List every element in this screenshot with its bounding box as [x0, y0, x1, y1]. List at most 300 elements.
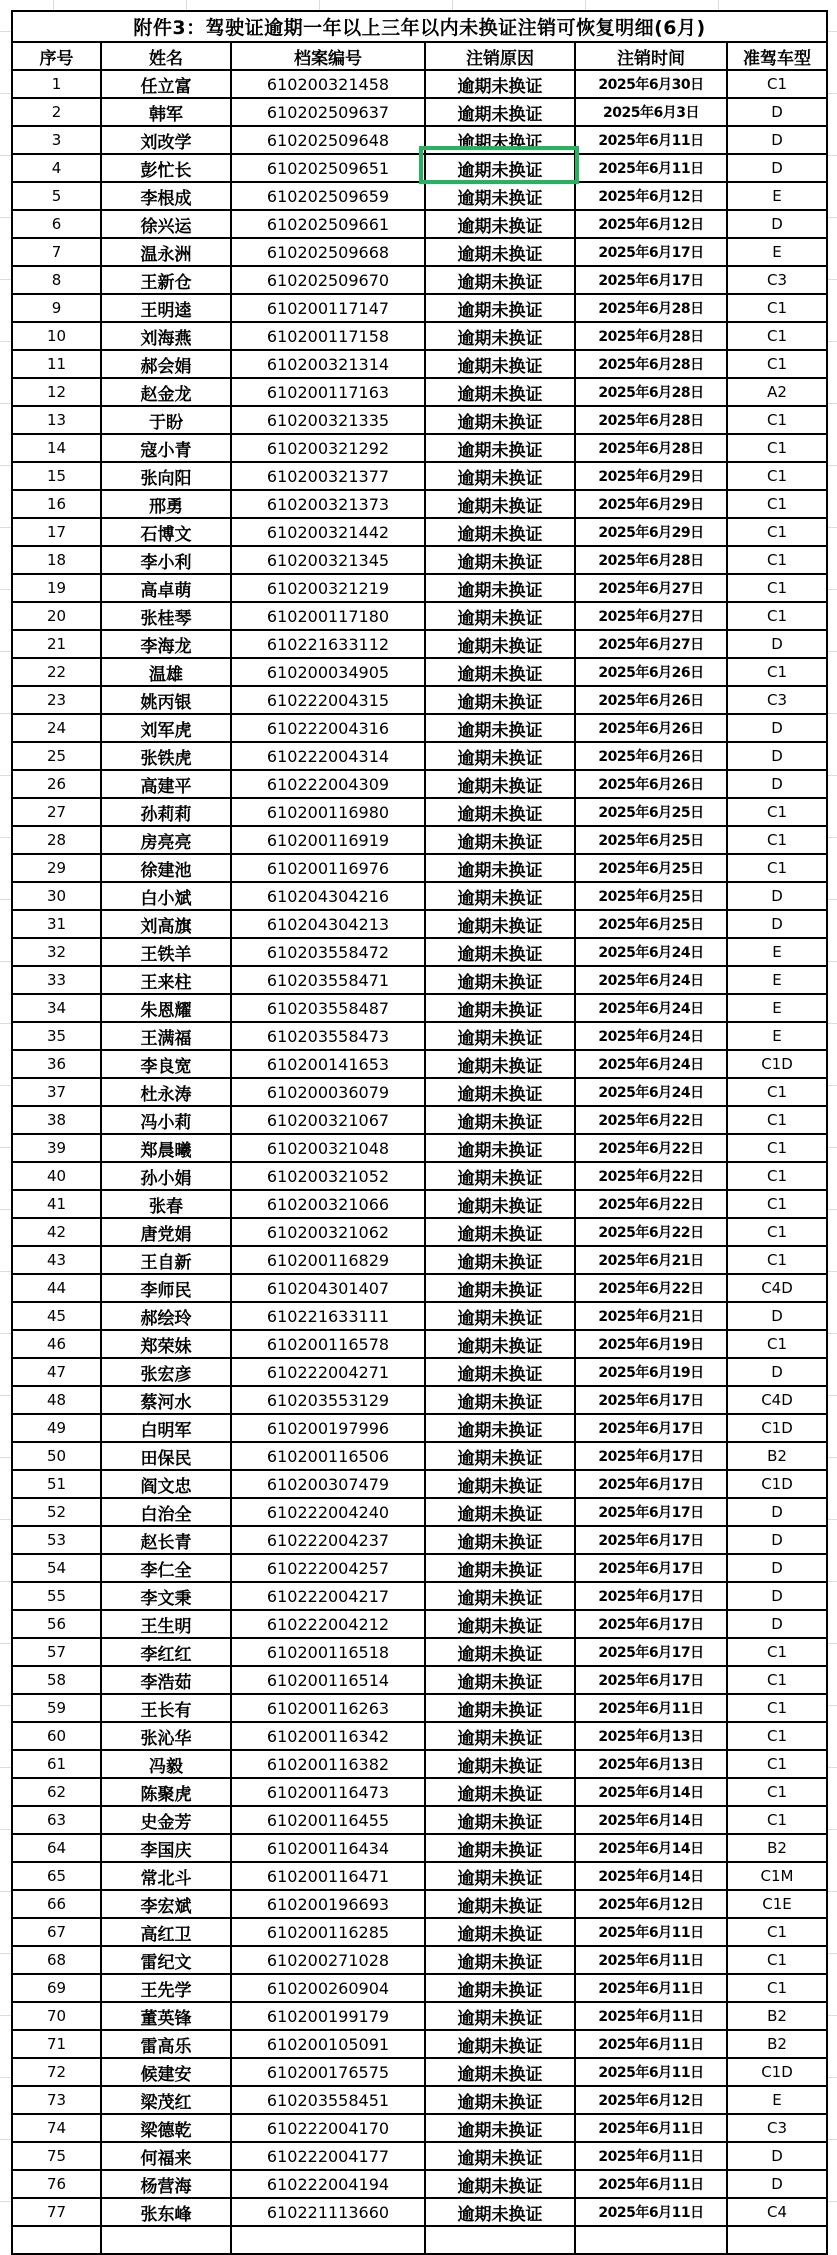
cell-no: 1	[12, 70, 101, 98]
table-row	[12, 1778, 827, 1806]
cell-reason: 逾期未换证	[425, 994, 575, 1022]
cell-no: 5	[12, 182, 101, 210]
cell-no: 56	[12, 1610, 101, 1638]
cell-no: 72	[12, 2058, 101, 2086]
cell-date: 2025年6月11日	[575, 2002, 727, 2030]
cell-type: C1	[727, 1694, 827, 1722]
cell-type: D	[727, 98, 827, 126]
cell-date: 2025年6月28日	[575, 294, 727, 322]
cell-date: 2025年6月29日	[575, 490, 727, 518]
table-row	[12, 1806, 827, 1834]
cell-reason: 逾期未换证	[425, 1974, 575, 2002]
cell-file-no: 610200141653	[231, 1050, 425, 1078]
table-row	[12, 1498, 827, 1526]
cell-date: 2025年6月25日	[575, 826, 727, 854]
table-row	[12, 798, 827, 826]
cell-type: C1	[727, 462, 827, 490]
cell-name: 任立富	[101, 70, 231, 98]
cell-reason: 逾期未换证	[425, 266, 575, 294]
cell-no: 8	[12, 266, 101, 294]
table-row	[12, 602, 827, 630]
cell-file-no: 610200116829	[231, 1246, 425, 1274]
cell-no: 43	[12, 1246, 101, 1274]
column-header-name: 姓名	[101, 42, 231, 70]
cell-no: 65	[12, 1862, 101, 1890]
table-row	[12, 1750, 827, 1778]
cell-date: 2025年6月13日	[575, 1750, 727, 1778]
cell-reason: 逾期未换证	[425, 518, 575, 546]
cell-name: 房亮亮	[101, 826, 231, 854]
cell-reason: 逾期未换证	[425, 1078, 575, 1106]
table-row	[12, 322, 827, 350]
cell-no: 46	[12, 1330, 101, 1358]
cell-type: C1	[727, 1722, 827, 1750]
cell-reason: 逾期未换证	[425, 1778, 575, 1806]
cell-date: 2025年6月3日	[575, 98, 727, 126]
table-row	[12, 126, 827, 154]
cell-date: 2025年6月25日	[575, 882, 727, 910]
cell-file-no: 610203558487	[231, 994, 425, 1022]
column-header-file-no: 档案编号	[231, 42, 425, 70]
cell-reason: 逾期未换证	[425, 1806, 575, 1834]
cell-type: C1	[727, 1330, 827, 1358]
cell-file-no: 610200117158	[231, 322, 425, 350]
cell-reason: 逾期未换证	[425, 630, 575, 658]
cell-type: D	[727, 882, 827, 910]
cell-file-no: 610203558473	[231, 1022, 425, 1050]
cell-no: 23	[12, 686, 101, 714]
cell-no: 35	[12, 1022, 101, 1050]
cell-no: 14	[12, 434, 101, 462]
cell-file-no: 610222004170	[231, 2114, 425, 2142]
cell-file-no: 610200307479	[231, 1470, 425, 1498]
cell-no: 58	[12, 1666, 101, 1694]
cell-empty	[575, 2226, 727, 2254]
cell-file-no: 610200321066	[231, 1190, 425, 1218]
cell-reason: 逾期未换证	[425, 1050, 575, 1078]
cell-reason: 逾期未换证	[425, 1470, 575, 1498]
cell-date: 2025年6月29日	[575, 462, 727, 490]
table-row	[12, 294, 827, 322]
cell-file-no: 610200199179	[231, 2002, 425, 2030]
cell-date: 2025年6月17日	[575, 1414, 727, 1442]
table-row	[12, 1834, 827, 1862]
cell-name: 李仁全	[101, 1554, 231, 1582]
table-row	[12, 1358, 827, 1386]
cell-date: 2025年6月11日	[575, 2114, 727, 2142]
cell-no: 29	[12, 854, 101, 882]
cell-no: 24	[12, 714, 101, 742]
cell-no: 62	[12, 1778, 101, 1806]
table-row	[12, 630, 827, 658]
cell-reason: 逾期未换证	[425, 1414, 575, 1442]
table-row	[12, 2142, 827, 2170]
cell-reason: 逾期未换证	[425, 938, 575, 966]
cell-reason: 逾期未换证	[425, 322, 575, 350]
cell-no: 52	[12, 1498, 101, 1526]
cell-type: B2	[727, 1442, 827, 1470]
table-row	[12, 574, 827, 602]
cell-no: 60	[12, 1722, 101, 1750]
table-row	[12, 2170, 827, 2198]
table-row	[12, 1386, 827, 1414]
cell-date: 2025年6月17日	[575, 1498, 727, 1526]
cell-reason: 逾期未换证	[425, 574, 575, 602]
cell-type: E	[727, 1022, 827, 1050]
table-row	[12, 1470, 827, 1498]
cell-name: 王铁羊	[101, 938, 231, 966]
cell-reason: 逾期未换证	[425, 1274, 575, 1302]
cell-type: C1	[727, 1218, 827, 1246]
cell-file-no: 610200117180	[231, 602, 425, 630]
cell-file-no: 610200321377	[231, 462, 425, 490]
cell-date: 2025年6月11日	[575, 2170, 727, 2198]
cell-name: 雷纪文	[101, 1946, 231, 1974]
table-row	[12, 1302, 827, 1330]
cell-name: 杜永涛	[101, 1078, 231, 1106]
cell-no: 3	[12, 126, 101, 154]
cell-no: 36	[12, 1050, 101, 1078]
cell-no: 17	[12, 518, 101, 546]
cell-no: 31	[12, 910, 101, 938]
table-row	[12, 966, 827, 994]
cell-file-no: 610200271028	[231, 1946, 425, 1974]
table-row	[12, 1078, 827, 1106]
cell-file-no: 610200116980	[231, 798, 425, 826]
cell-name: 杨营海	[101, 2170, 231, 2198]
cell-file-no: 610200116382	[231, 1750, 425, 1778]
table-row	[12, 518, 827, 546]
cell-date: 2025年6月30日	[575, 70, 727, 98]
table-row	[12, 1582, 827, 1610]
cell-file-no: 610200116514	[231, 1666, 425, 1694]
cell-reason: 逾期未换证	[425, 658, 575, 686]
cell-reason: 逾期未换证	[425, 238, 575, 266]
cell-date: 2025年6月11日	[575, 126, 727, 154]
table-row	[12, 434, 827, 462]
cell-file-no: 610200116285	[231, 1918, 425, 1946]
cell-type: C1	[727, 1750, 827, 1778]
cell-reason: 逾期未换证	[425, 770, 575, 798]
cell-reason: 逾期未换证	[425, 1302, 575, 1330]
table-row	[12, 1722, 827, 1750]
table-row	[12, 490, 827, 518]
cell-reason: 逾期未换证	[425, 1386, 575, 1414]
cell-date: 2025年6月11日	[575, 2198, 727, 2226]
cell-date: 2025年6月28日	[575, 434, 727, 462]
cell-type: C1	[727, 1778, 827, 1806]
column-header-no: 序号	[12, 42, 101, 70]
table-row	[12, 350, 827, 378]
cell-no: 28	[12, 826, 101, 854]
cell-reason: 逾期未换证	[425, 2030, 575, 2058]
cell-type: C1	[727, 826, 827, 854]
cell-type: C4D	[727, 1274, 827, 1302]
cell-date: 2025年6月17日	[575, 1610, 727, 1638]
cell-type: D	[727, 630, 827, 658]
cell-date: 2025年6月17日	[575, 1442, 727, 1470]
table-row	[12, 210, 827, 238]
cell-no: 48	[12, 1386, 101, 1414]
cell-type: C1M	[727, 1862, 827, 1890]
cell-name: 张宏彦	[101, 1358, 231, 1386]
cell-name: 韩军	[101, 98, 231, 126]
cell-name: 张桂琴	[101, 602, 231, 630]
column-header-date: 注销时间	[575, 42, 727, 70]
cell-file-no: 610200116263	[231, 1694, 425, 1722]
cell-name: 田保民	[101, 1442, 231, 1470]
table-row	[12, 1862, 827, 1890]
cell-type: D	[727, 770, 827, 798]
cell-no: 57	[12, 1638, 101, 1666]
cell-reason: 逾期未换证	[425, 1022, 575, 1050]
table-row-partial	[12, 2226, 827, 2254]
cell-no: 2	[12, 98, 101, 126]
cell-name: 高红卫	[101, 1918, 231, 1946]
table-row	[12, 98, 827, 126]
cell-no: 32	[12, 938, 101, 966]
cell-date: 2025年6月12日	[575, 182, 727, 210]
cell-file-no: 610204304213	[231, 910, 425, 938]
table-row	[12, 1050, 827, 1078]
cell-date: 2025年6月17日	[575, 266, 727, 294]
cell-type: E	[727, 966, 827, 994]
cell-file-no: 610200321067	[231, 1106, 425, 1134]
table-row	[12, 2114, 827, 2142]
cell-type: C1	[727, 1974, 827, 2002]
cell-file-no: 610222004212	[231, 1610, 425, 1638]
cell-reason: 逾期未换证	[425, 1918, 575, 1946]
table-row	[12, 1134, 827, 1162]
cell-type: E	[727, 994, 827, 1022]
cell-reason: 逾期未换证	[425, 98, 575, 126]
cell-name: 白治全	[101, 1498, 231, 1526]
cell-type: C3	[727, 686, 827, 714]
cell-name: 高卓萌	[101, 574, 231, 602]
cell-name: 徐建池	[101, 854, 231, 882]
cell-no: 9	[12, 294, 101, 322]
cell-reason: 逾期未换证	[425, 854, 575, 882]
cell-no: 74	[12, 2114, 101, 2142]
cell-date: 2025年6月22日	[575, 1134, 727, 1162]
cell-date: 2025年6月27日	[575, 602, 727, 630]
cell-reason: 逾期未换证	[425, 1218, 575, 1246]
cell-file-no: 610200116919	[231, 826, 425, 854]
cell-file-no: 610202509659	[231, 182, 425, 210]
cell-file-no: 610200116506	[231, 1442, 425, 1470]
cell-date: 2025年6月12日	[575, 210, 727, 238]
cell-reason: 逾期未换证	[425, 882, 575, 910]
cell-type: D	[727, 154, 827, 182]
table-row	[12, 1022, 827, 1050]
table-row	[12, 1218, 827, 1246]
table-title-row	[12, 11, 827, 42]
cell-type: C1D	[727, 1050, 827, 1078]
cell-type: C1D	[727, 1414, 827, 1442]
cell-no: 50	[12, 1442, 101, 1470]
cell-file-no: 610200036079	[231, 1078, 425, 1106]
cell-type: C1	[727, 490, 827, 518]
cell-name: 温雄	[101, 658, 231, 686]
cell-name: 王生明	[101, 1610, 231, 1638]
cell-name: 张春	[101, 1190, 231, 1218]
cell-reason: 逾期未换证	[425, 1442, 575, 1470]
cell-no: 76	[12, 2170, 101, 2198]
cell-file-no: 610200321048	[231, 1134, 425, 1162]
cell-date: 2025年6月17日	[575, 1386, 727, 1414]
cell-no: 30	[12, 882, 101, 910]
cell-date: 2025年6月28日	[575, 322, 727, 350]
cell-name: 王自新	[101, 1246, 231, 1274]
cell-date: 2025年6月12日	[575, 2086, 727, 2114]
cell-file-no: 610200321062	[231, 1218, 425, 1246]
cell-name: 常北斗	[101, 1862, 231, 1890]
cell-file-no: 610222004314	[231, 742, 425, 770]
cell-name: 刘改学	[101, 126, 231, 154]
cell-name: 李文秉	[101, 1582, 231, 1610]
column-header-type: 准驾车型	[727, 42, 827, 70]
table-row	[12, 686, 827, 714]
cell-file-no: 610222004237	[231, 1526, 425, 1554]
cell-date: 2025年6月26日	[575, 742, 727, 770]
table-row	[12, 1526, 827, 1554]
cell-name: 姚丙银	[101, 686, 231, 714]
cell-reason: 逾期未换证	[425, 2058, 575, 2086]
cell-date: 2025年6月28日	[575, 406, 727, 434]
cell-reason: 逾期未换证	[425, 1666, 575, 1694]
cell-date: 2025年6月11日	[575, 1946, 727, 1974]
cell-no: 70	[12, 2002, 101, 2030]
cell-no: 45	[12, 1302, 101, 1330]
cell-date: 2025年6月21日	[575, 1246, 727, 1274]
cell-reason: 逾期未换证	[425, 210, 575, 238]
cell-type: B2	[727, 2030, 827, 2058]
cell-no: 54	[12, 1554, 101, 1582]
cell-no: 68	[12, 1946, 101, 1974]
cell-no: 27	[12, 798, 101, 826]
cell-date: 2025年6月26日	[575, 770, 727, 798]
cell-reason: 逾期未换证	[425, 2170, 575, 2198]
cell-type: E	[727, 238, 827, 266]
table-row	[12, 1330, 827, 1358]
table-row	[12, 1190, 827, 1218]
cell-no: 40	[12, 1162, 101, 1190]
cell-file-no: 610222004316	[231, 714, 425, 742]
cell-file-no: 610203558451	[231, 2086, 425, 2114]
cell-type: B2	[727, 1834, 827, 1862]
cell-reason: 逾期未换证	[425, 406, 575, 434]
cell-type: C1	[727, 574, 827, 602]
cell-type: C3	[727, 2114, 827, 2142]
cell-type: D	[727, 1358, 827, 1386]
cell-name: 何福来	[101, 2142, 231, 2170]
cell-file-no: 610200116471	[231, 1862, 425, 1890]
cell-file-no: 610222004315	[231, 686, 425, 714]
cell-no: 51	[12, 1470, 101, 1498]
cell-file-no: 610200197996	[231, 1414, 425, 1442]
table-title: 附件3：驾驶证逾期一年以上三年以内未换证注销可恢复明细(6月)	[12, 11, 827, 42]
cell-file-no: 610203558472	[231, 938, 425, 966]
cell-reason: 逾期未换证	[425, 1106, 575, 1134]
cell-file-no: 610202509661	[231, 210, 425, 238]
table-row	[12, 854, 827, 882]
cell-no: 61	[12, 1750, 101, 1778]
cell-no: 22	[12, 658, 101, 686]
cell-name: 朱恩耀	[101, 994, 231, 1022]
cell-reason: 逾期未换证	[425, 1610, 575, 1638]
cell-type: C1	[727, 1078, 827, 1106]
cell-reason: 逾期未换证	[425, 1694, 575, 1722]
cell-type: C1	[727, 1190, 827, 1218]
cell-type: C1	[727, 294, 827, 322]
cell-type: D	[727, 1582, 827, 1610]
cell-type: C4	[727, 2198, 827, 2226]
table-row	[12, 1442, 827, 1470]
cell-date: 2025年6月24日	[575, 938, 727, 966]
cell-name: 赵金龙	[101, 378, 231, 406]
cell-type: A2	[727, 378, 827, 406]
cell-empty	[101, 2226, 231, 2254]
cell-date: 2025年6月14日	[575, 1806, 727, 1834]
cell-file-no: 610200196693	[231, 1890, 425, 1918]
cell-file-no: 610222004240	[231, 1498, 425, 1526]
cell-no: 59	[12, 1694, 101, 1722]
cell-file-no: 610202509637	[231, 98, 425, 126]
cell-date: 2025年6月17日	[575, 1582, 727, 1610]
cell-name: 王新仓	[101, 266, 231, 294]
cell-date: 2025年6月11日	[575, 1974, 727, 2002]
cell-file-no: 610222004309	[231, 770, 425, 798]
cell-name: 高建平	[101, 770, 231, 798]
cell-name: 于盼	[101, 406, 231, 434]
cell-reason: 逾期未换证	[425, 714, 575, 742]
table-row	[12, 1890, 827, 1918]
cell-no: 10	[12, 322, 101, 350]
cell-name: 刘海燕	[101, 322, 231, 350]
cell-file-no: 610200321442	[231, 518, 425, 546]
cell-no: 13	[12, 406, 101, 434]
table-row	[12, 714, 827, 742]
cell-reason: 逾期未换证	[425, 686, 575, 714]
table-row	[12, 1554, 827, 1582]
cell-reason: 逾期未换证	[425, 798, 575, 826]
cell-date: 2025年6月13日	[575, 1722, 727, 1750]
cell-file-no: 610222004194	[231, 2170, 425, 2198]
cell-no: 75	[12, 2142, 101, 2170]
cell-file-no: 610200105091	[231, 2030, 425, 2058]
cell-reason: 逾期未换证	[425, 350, 575, 378]
cell-reason: 逾期未换证	[425, 602, 575, 630]
cell-no: 41	[12, 1190, 101, 1218]
cell-name: 王明逵	[101, 294, 231, 322]
cell-file-no: 610200321458	[231, 70, 425, 98]
cell-empty	[231, 2226, 425, 2254]
table-row	[12, 910, 827, 938]
table-row	[12, 378, 827, 406]
cell-no: 49	[12, 1414, 101, 1442]
cell-reason: 逾期未换证	[425, 1526, 575, 1554]
table-row	[12, 2058, 827, 2086]
cell-date: 2025年6月17日	[575, 1554, 727, 1582]
cell-no: 6	[12, 210, 101, 238]
cell-name: 刘军虎	[101, 714, 231, 742]
cell-date: 2025年6月14日	[575, 1778, 727, 1806]
cell-type: C1	[727, 1638, 827, 1666]
cell-reason: 逾期未换证	[425, 1358, 575, 1386]
cell-date: 2025年6月26日	[575, 658, 727, 686]
cell-reason: 逾期未换证	[425, 1554, 575, 1582]
cell-type: D	[727, 1498, 827, 1526]
